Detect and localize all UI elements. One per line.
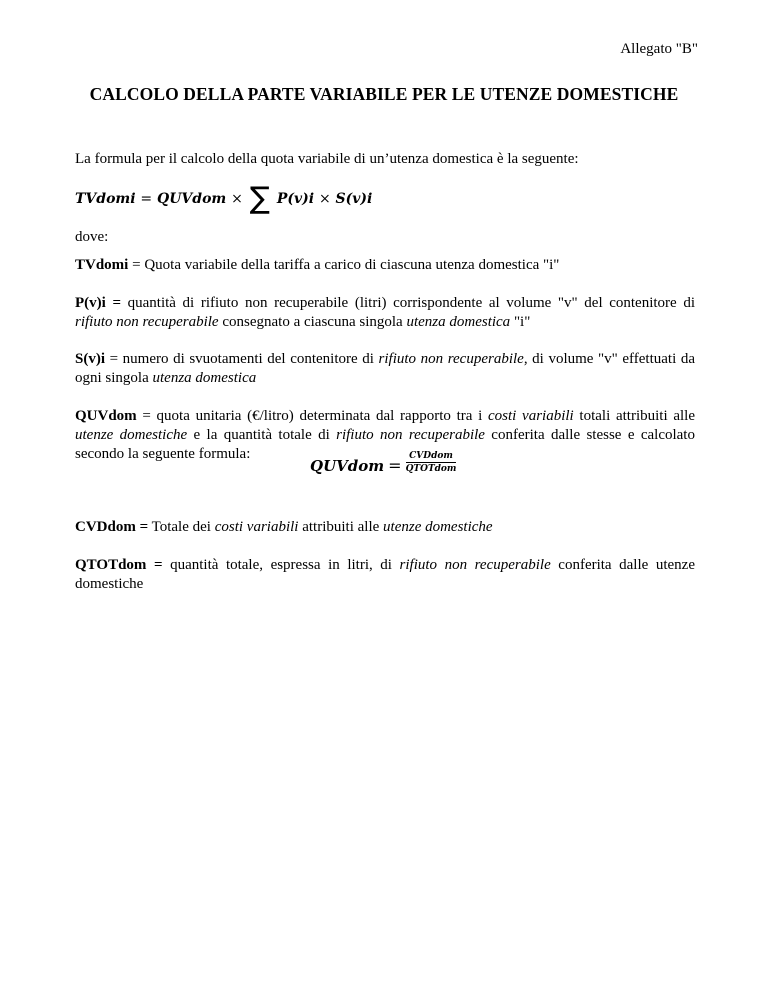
- fraction-denominator: QTOTdom: [405, 464, 457, 474]
- formula-fraction: [406, 450, 457, 475]
- definition-eq: =: [128, 257, 145, 273]
- dove-label: dove:: [75, 229, 109, 245]
- formula-term-svi: S(v)i: [335, 191, 373, 207]
- definition-italic: costi variabili: [214, 519, 299, 535]
- definition-text: = numero di svuotamenti del contenitore di: [105, 351, 379, 367]
- definition-italic: utenza domestica: [406, 314, 511, 330]
- definition-text: , di volume "v" effettuati da ogni singola: [75, 351, 695, 386]
- definition-text: "i": [510, 314, 531, 330]
- page-title: CALCOLO DELLA PARTE VARIABILE PER LE UTENZE DOMESTICHE: [89, 84, 679, 104]
- definition-text: conferita dalle stesse e calcolato secondo la seguente formula:: [75, 427, 695, 462]
- definition-pvi: [75, 294, 695, 332]
- definition-term: P(v)i =: [75, 295, 121, 311]
- definition-text: conferita dalle utenze domestiche: [75, 557, 695, 592]
- definition-text: quantità di rifiuto non recuperabile (litri) corrispondente al volume "v" del contenitore di: [121, 295, 695, 311]
- formula-equals: =: [388, 456, 402, 475]
- summation-symbol: ∑: [249, 181, 270, 216]
- formula-times: ×: [318, 191, 331, 207]
- formula-term-pvi: P(v)i: [276, 191, 315, 207]
- definition-text: e la quantità totale di: [187, 427, 337, 443]
- definition-qtotdom: [75, 556, 695, 594]
- definition-text: = quota unitaria (€/litro) determinata dal rapporto tra i: [136, 408, 488, 424]
- formula-lhs: TVdomi: [75, 191, 136, 207]
- definition-term: CVDdom =: [75, 519, 149, 535]
- definition-italic: rifiuto non recuperabile: [75, 314, 219, 330]
- definition-italic: utenze domestiche: [75, 427, 188, 443]
- definition-text: Quota variabile della tariffa a carico di ciascuna utenza domestica "i": [144, 257, 560, 273]
- definition-term: S(v)i: [75, 351, 105, 367]
- definition-italic: rifiuto non recuperabile: [336, 427, 485, 443]
- definition-text: quantità totale, espressa in litri, di: [162, 557, 400, 573]
- intro-paragraph: La formula per il calcolo della quota variabile di un’utenza domestica è la seguente:: [75, 151, 579, 167]
- formula-times: ×: [231, 191, 243, 207]
- definition-text: consegnato a ciascuna singola: [218, 314, 407, 330]
- definition-italic: costi variabili: [488, 408, 574, 424]
- fraction-numerator: CVDdom: [406, 450, 457, 463]
- formula-quvdom: [310, 450, 456, 475]
- definition-cvddom: [75, 518, 695, 537]
- attachment-label: Allegato "B": [620, 41, 698, 57]
- definition-term: QTOTdom =: [75, 557, 163, 573]
- definition-italic: utenze domestiche: [383, 519, 493, 535]
- definition-text: attribuiti alle: [298, 519, 384, 535]
- definition-term: QUVdom: [75, 408, 137, 424]
- formula-equals: =: [140, 191, 153, 207]
- definition-tvdomi: [75, 256, 695, 275]
- definition-text: totali attribuiti alle: [573, 408, 695, 424]
- definition-italic: utenza domestica: [152, 370, 257, 386]
- definition-svi: [75, 350, 695, 388]
- definition-italic: rifiuto non recuperabile: [399, 557, 551, 573]
- formula-lhs: QUVdom: [310, 457, 385, 475]
- formula-term-quvdom: QUVdom: [157, 191, 227, 207]
- definition-term: TVdomi: [75, 257, 129, 273]
- definition-italic: rifiuto non recuperabile: [378, 351, 524, 367]
- formula-tvdomi: [75, 176, 373, 216]
- definition-text: Totale dei: [148, 519, 215, 535]
